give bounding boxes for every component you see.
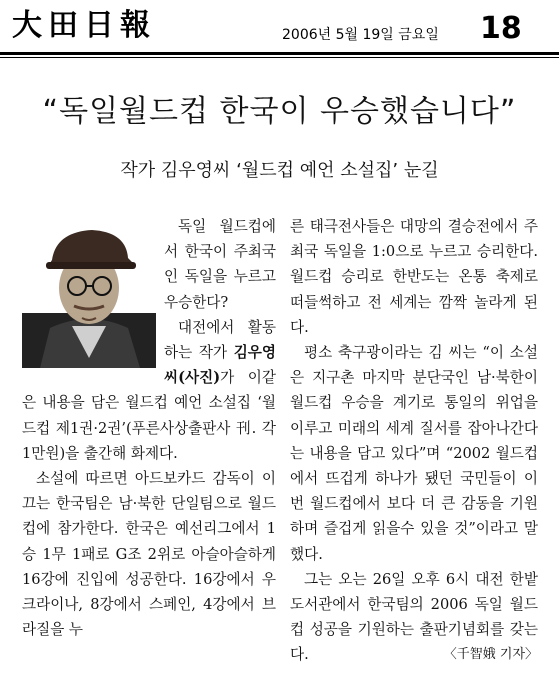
paragraph-author-lead: 대전에서 활동하는 작가	[164, 318, 276, 362]
article-subheadline: 작가 김우영씨 ‘월드컵 예언 소설집’ 눈길	[120, 160, 439, 181]
author-name: 김우영씨(사진)	[164, 344, 276, 387]
paragraph-quote: 평소 축구광이라는 김 씨는 “이 소설은 지구촌 마지막 분단국인 남·북한이 월드컵 우승을 계기로 통일의 위업을 이루고 미래의 세계 질서를 잡아나간다는 내용을 담고 있다”며 “2002 월드컵에서 뜨겁게 하나가 됐던 국민들이 이번 월드컵에서 보다 더 큰 감동을 기원하며 즐겁게 읽을수 있을 것”이라고 말했다.	[290, 344, 538, 563]
paragraph-intro: 독일 월드컵에서 한국이 주최국인 독일을 누르고 우승한다?	[164, 218, 276, 311]
masthead	[0, 0, 559, 52]
paragraph-author-rest: 가 이같은 내용을 담은 월드컵 예언 소설집 ‘월드컵 제1권·2권’(푸른사상출판사 刊. 각 1만원)을 출간해 화제다.	[22, 369, 276, 462]
paragraph-event-text: 그는 오는 26일 오후 6시 대전 한밭도서관에서 한국팀의 2006 독일 월드컵 성공을 기원하는 출판기념회를 갖는다.	[290, 570, 538, 664]
article-headline: “독일월드컵 한국이 우승했습니다”	[42, 94, 517, 129]
issue-date: 2006년 5월 19일 금요일	[282, 27, 439, 43]
masthead-rule	[0, 52, 559, 55]
page-number: 18	[480, 11, 522, 46]
paragraph-plot-continued: 른 태극전사들은 대망의 결승전에서 주최국 독일을 1:0으로 누르고 승리한다. 월드컵 승리로 한반도는 온통 축제로 떠들썩하고 전 세계는 깜짝 놀라게 된다.	[290, 218, 538, 336]
paragraph-plot: 소설에 따르면 아드보카드 감독이 이끄는 한국팀은 남·북한 단일팀으로 월드컵에 참가한다. 한국은 예선리그에서 1승 1무 1패로 G조 2위로 아슬아슬하게 16강에 진입에 성공한다. 16강에서 우크라이나, 8강에서 스페인, 4강에서 브라질을 누	[22, 470, 276, 639]
article-column-left	[22, 214, 276, 642]
masthead-rule-thin	[0, 57, 559, 58]
paragraph-event	[290, 567, 538, 668]
newspaper-logo: 大田日報	[12, 8, 156, 43]
article-column-right	[290, 214, 538, 668]
author-photo	[22, 218, 156, 368]
reporter-byline: 〈千智娥 기자〉	[443, 647, 538, 663]
